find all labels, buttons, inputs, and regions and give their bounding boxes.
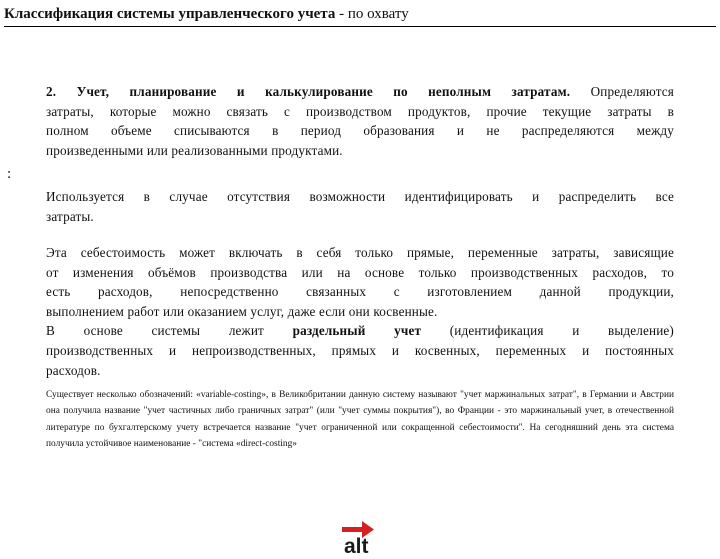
paragraph-line: затраты. <box>46 208 94 224</box>
section-paragraph-2 <box>46 187 674 226</box>
paragraph-text: (идентификация и выделение) <box>449 323 674 339</box>
paragraph-line: расходов. <box>46 362 101 378</box>
emphasis-separate-accounting: раздельный учет <box>292 323 422 339</box>
paragraph-text: Определяются <box>570 84 674 99</box>
footnote: Существует несколько обозначений: «variable-costing», в Великобритании данную систему называют "учет маржинальных затрат", в Германии и Австрии она получила название "учет частичных либо граничных затрат" (или "учет суммы покрытия"), во Франции - это маржинальный учет, в отечественной литературе по бухгалтерскому учету встречается название "учет ограниченной или сокращенной себестоимости". На сегодняшний день эта система получила устойчивое наименование - "система «direct-costing» <box>46 390 674 450</box>
alt-logo <box>336 518 380 554</box>
slide-title-main: Классификация системы управленческого учета <box>4 6 336 22</box>
slide-title-suffix: - по охвату <box>335 6 409 22</box>
paragraph-line: от изменения объёмов производства или на основе только производственных расходов, то <box>46 264 674 280</box>
alt-logo-icon <box>336 518 380 554</box>
paragraph-line: выполнением работ или оказанием услуг, даже если они косвенные. <box>46 303 438 319</box>
slide-title <box>4 4 716 27</box>
paragraph-line: есть расходов, непосредственно связанных с изготовлением данной продукции, <box>46 284 674 300</box>
section-heading: 2. Учет, планирование и калькулирование по неполным затратам. <box>46 84 571 99</box>
paragraph-line: Эта себестоимость может включать в себя только прямые, переменные затраты, зависящие <box>46 245 674 260</box>
section-paragraph-1 <box>46 82 674 160</box>
paragraph-text: В основе системы лежит <box>46 323 264 339</box>
paragraph-line: производственных и непроизводственных, прямых и косвенных, переменных и постоянных <box>46 342 674 358</box>
paragraph-line <box>46 321 674 341</box>
section-paragraph-3 <box>46 243 674 380</box>
logo-text: alt <box>344 535 369 554</box>
logo-arrow-shaft <box>342 527 364 532</box>
paragraph-line: полном объеме списываются в период образования и не распределяются между <box>46 123 674 139</box>
paragraph-line: произведенными или реализованными продуктами. <box>46 142 343 158</box>
paragraph-line: Используется в случае отсутствия возможности идентифицировать и распределить все <box>46 189 674 204</box>
paragraph-line: затраты, которые можно связать с производством продуктов, прочие текущие затраты в <box>46 103 674 119</box>
side-marker: : <box>7 166 12 182</box>
paragraph-line <box>46 82 674 102</box>
